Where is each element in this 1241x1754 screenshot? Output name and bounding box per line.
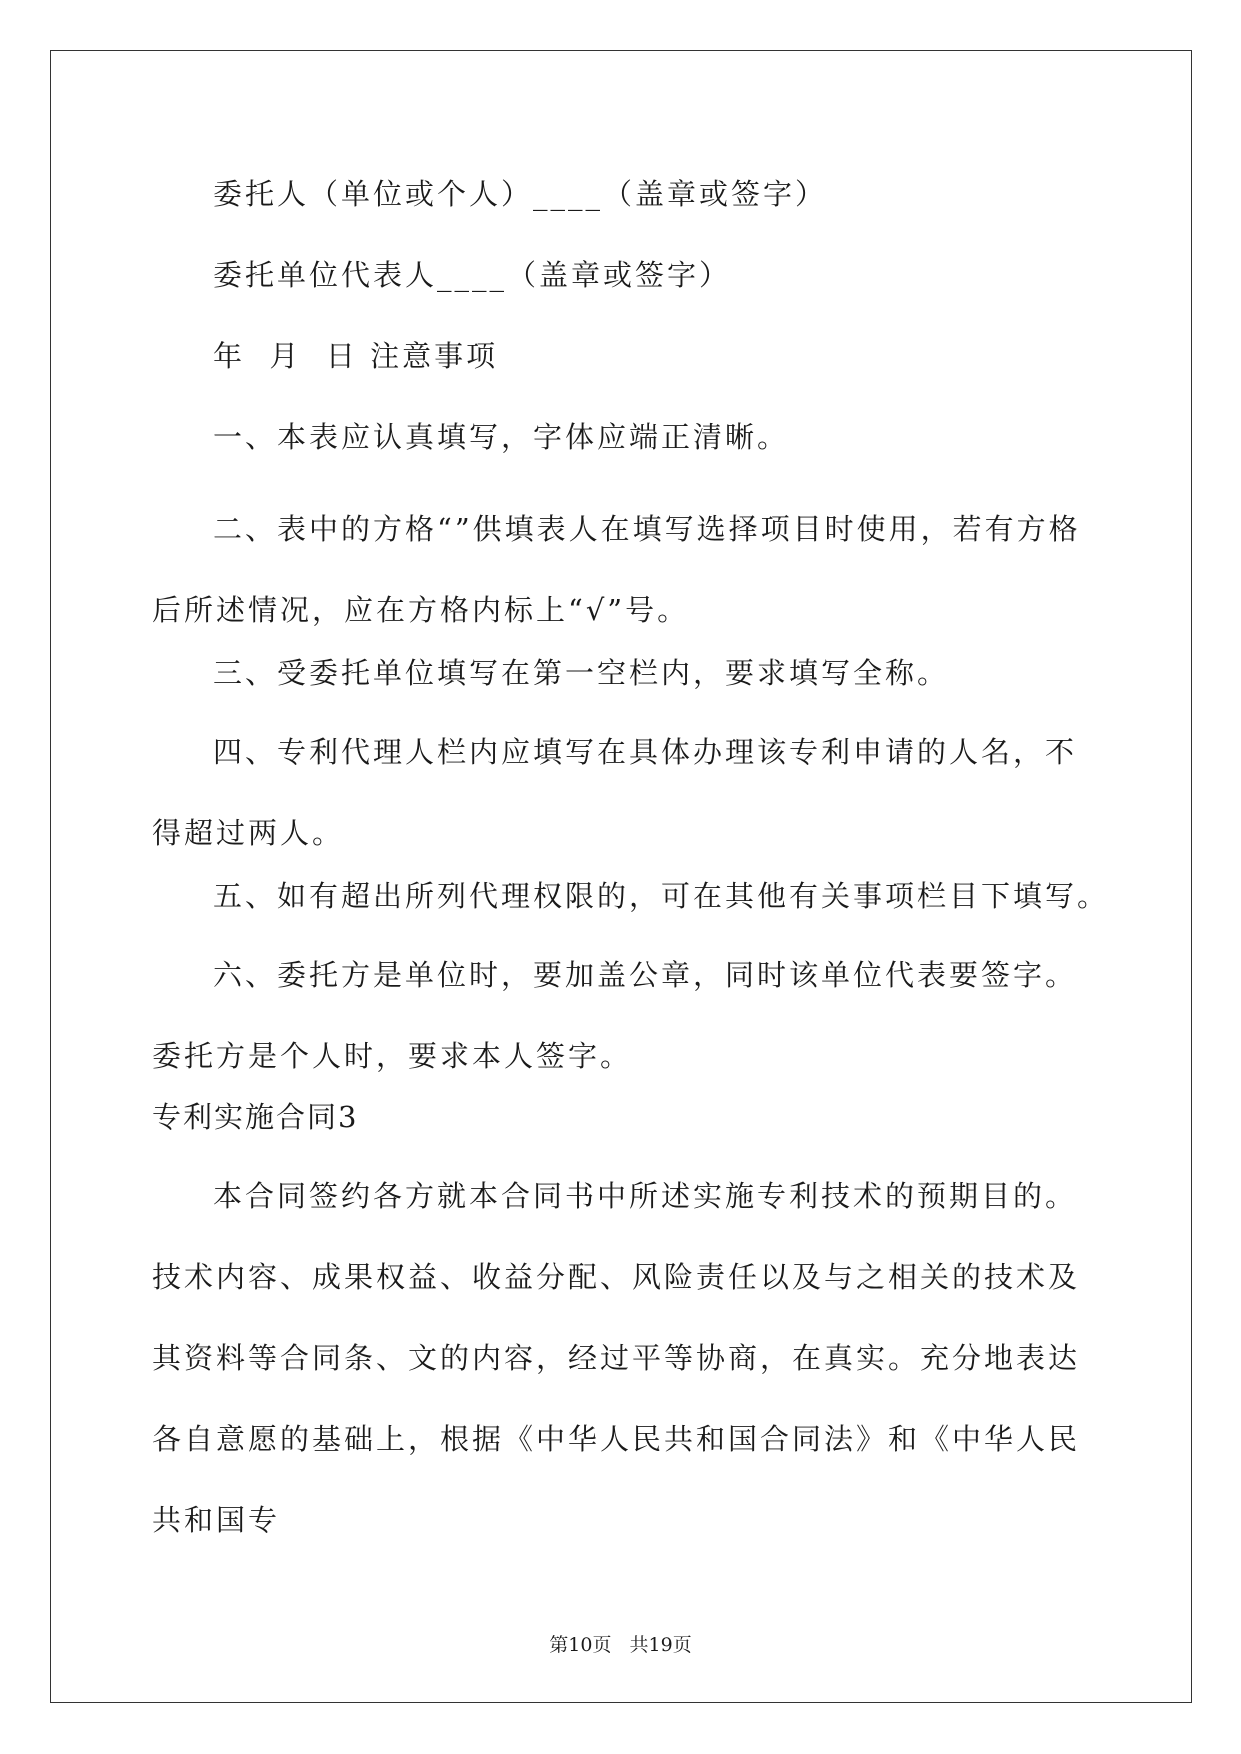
date-and-notes-heading: 年 月 日 注意事项: [213, 339, 499, 373]
section-title: 专利实施合同3: [152, 1100, 359, 1134]
note-item-1: 一、本表应认真填写，字体应端正清晰。: [213, 420, 790, 454]
note-item-5: 五、如有超出所列代理权限的，可在其他有关事项栏目下填写。: [213, 879, 1110, 913]
page-total: 共19页: [629, 1634, 692, 1656]
note-item-3: 三、受委托单位填写在第一空栏内，要求填写全称。: [213, 656, 950, 690]
document-body: [152, 165, 1110, 1561]
note-item-6: 六、委托方是单位时，要加盖公章，同时该单位代表要签字。委托方是个人时，要求本人签字。: [152, 958, 1078, 1073]
page-footer: [0, 1633, 1241, 1657]
note-item-2: 二、表中的方格“”供填表人在填写选择项目时使用，若有方格后所述情况，应在方格内标上“√”号。: [152, 512, 1081, 627]
page-number: 第10页: [549, 1634, 612, 1656]
representative-signature-line: 委托单位代表人____（盖章或签字）: [213, 258, 732, 292]
principal-signature-line: 委托人（单位或个人）____（盖章或签字）: [213, 177, 828, 211]
contract-body-paragraph: 本合同签约各方就本合同书中所述实施专利技术的预期目的。技术内容、成果权益、收益分配、风险责任以及与之相关的技术及其资料等合同条、文的内容，经过平等协商，在真实。充分地表达各自意愿的基础上，根据《中华人民共和国合同法》和《中华人民共和国专: [152, 1179, 1081, 1537]
note-item-4: 四、专利代理人栏内应填写在具体办理该专利申请的人名，不得超过两人。: [152, 735, 1078, 850]
